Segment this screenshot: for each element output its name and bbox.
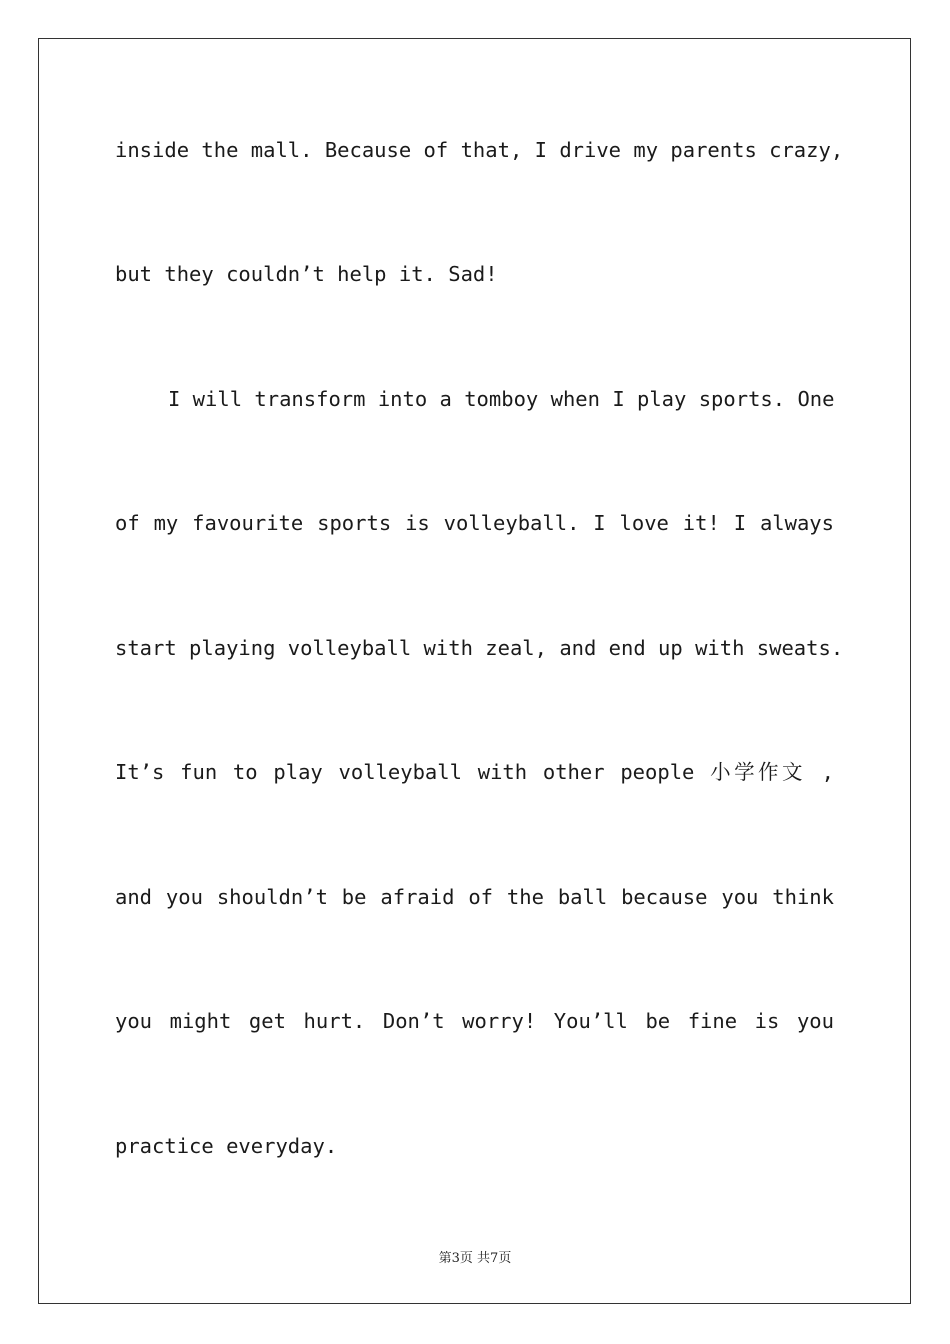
text-line: start playing volleyball with zeal, and end up with sweats.	[115, 636, 844, 660]
page-number-footer: 第3页 共7页	[438, 1251, 512, 1266]
text-line: but they couldn’t help it. Sad!	[115, 262, 498, 286]
text-line: practice everyday.	[115, 1134, 338, 1158]
text-line: inside the mall. Because of that, I drive my parents crazy,	[115, 138, 844, 162]
page-border	[38, 38, 911, 1304]
text-line: and you shouldn’t be afraid of the ball because you think	[115, 885, 834, 909]
text-line: I will transform into a tomboy when I play sports. One	[168, 387, 835, 411]
text-line: of my favourite sports is volleyball. I love it! I always	[115, 511, 834, 535]
text-line: you might get hurt. Don’t worry! You’ll be fine is you	[115, 1009, 834, 1033]
text-line: It’s fun to play volleyball with other people 小学作文 ,	[115, 760, 834, 784]
